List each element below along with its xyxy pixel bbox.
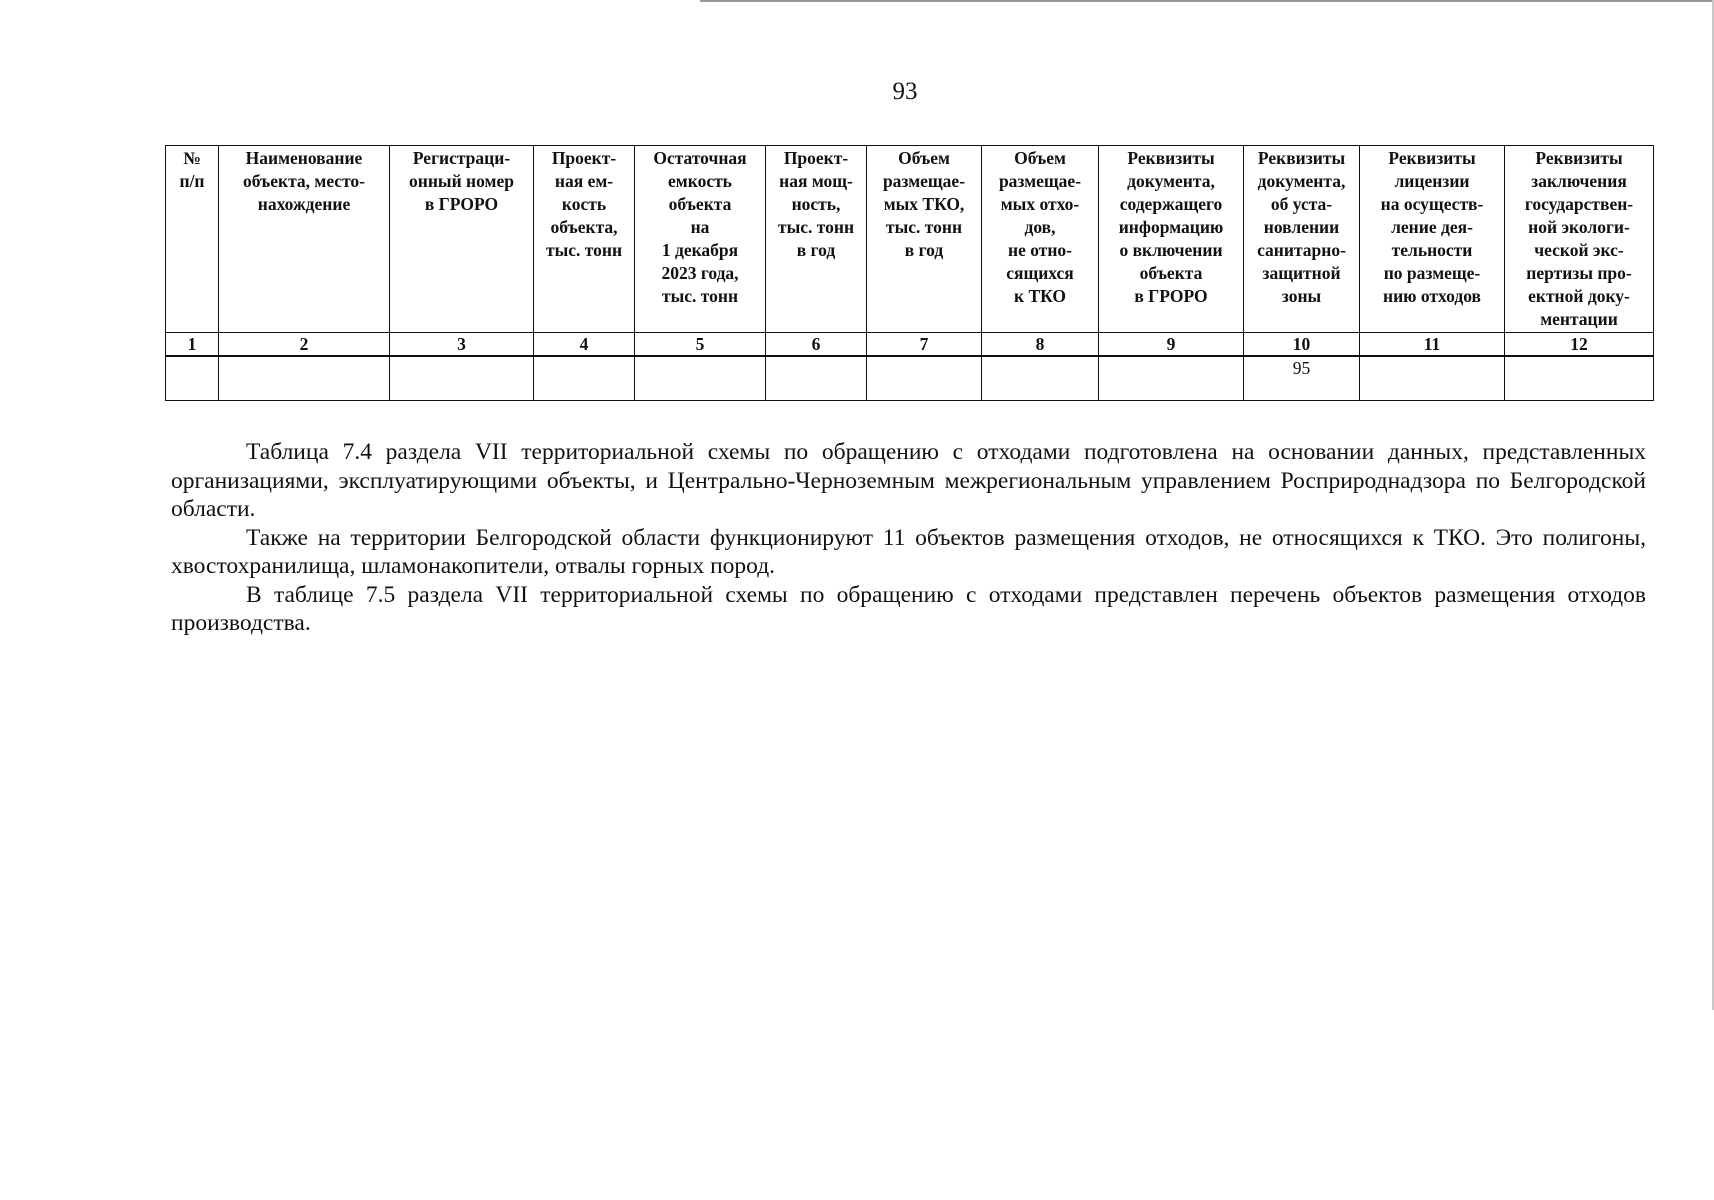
table-cell: 95	[1244, 356, 1360, 401]
table-cell	[1099, 356, 1244, 401]
table-cell	[534, 356, 635, 401]
objects-table	[165, 145, 1654, 401]
paragraph: Также на территории Белгородской области функционируют 11 объектов размещения отходов, не относящихся к ТКО. Это полигоны, хвостохранилища, шламонакопители, отвалы горных пород.	[171, 524, 1646, 579]
header-cell: Проект- ная мощ- ность, тыс. тонн в год	[766, 146, 867, 333]
header-cell: Реквизиты документа, об уста- новлении санитарно- защитной зоны	[1244, 146, 1360, 333]
column-number-cell: 11	[1360, 333, 1505, 357]
column-number-cell: 1	[166, 333, 219, 357]
table-cell	[635, 356, 766, 401]
paragraph: Таблица 7.4 раздела VII территориальной схемы по обращению с отходами подготовлена на основании данных, представленных организациями, эксплуатирующими объекты, и Центрально-Черноземным межрегиональным управлением Росприроднадзора по Белгородской области.	[171, 439, 1646, 522]
header-cell: Объем размещае- мых отхо- дов, не отно- сящихся к ТКО	[982, 146, 1099, 333]
header-cell: № п/п	[166, 146, 219, 333]
column-number-cell: 12	[1505, 333, 1654, 357]
table-cell	[867, 356, 982, 401]
column-number-cell: 10	[1244, 333, 1360, 357]
column-number-row	[166, 333, 1654, 357]
table-cell	[219, 356, 390, 401]
column-number-cell: 5	[635, 333, 766, 357]
scan-border-line	[700, 0, 1714, 2]
header-cell: Реквизиты заключения государствен- ной экологи- ческой экс- пертизы про- ектной доку- ментации	[1505, 146, 1654, 333]
table-header-row	[166, 146, 1654, 333]
column-number-cell: 9	[1099, 333, 1244, 357]
header-cell: Остаточная емкость объекта на 1 декабря 2023 года, тыс. тонн	[635, 146, 766, 333]
header-cell: Регистраци- онный номер в ГРОРО	[390, 146, 534, 333]
column-number-cell: 3	[390, 333, 534, 357]
header-cell: Наименование объекта, место- нахождение	[219, 146, 390, 333]
header-cell: Реквизиты лицензии на осуществ- ление дея- тельности по размеще- нию отходов	[1360, 146, 1505, 333]
column-number-cell: 7	[867, 333, 982, 357]
table-row	[166, 356, 1654, 401]
table-cell	[166, 356, 219, 401]
column-number-cell: 6	[766, 333, 867, 357]
header-cell: Объем размещае- мых ТКО, тыс. тонн в год	[867, 146, 982, 333]
body-text	[171, 438, 1646, 638]
column-number-cell: 8	[982, 333, 1099, 357]
table-cell	[390, 356, 534, 401]
table-cell	[766, 356, 867, 401]
table-cell	[1505, 356, 1654, 401]
header-cell: Реквизиты документа, содержащего информацию о включении объекта в ГРОРО	[1099, 146, 1244, 333]
header-cell: Проект- ная ем- кость объекта, тыс. тонн	[534, 146, 635, 333]
table-cell	[982, 356, 1099, 401]
paragraph: В таблице 7.5 раздела VII территориальной схемы по обращению с отходами представлен перечень объектов размещения отходов производства.	[171, 581, 1646, 636]
column-number-cell: 4	[534, 333, 635, 357]
table-cell	[1360, 356, 1505, 401]
page-number: 93	[892, 78, 918, 105]
column-number-cell: 2	[219, 333, 390, 357]
